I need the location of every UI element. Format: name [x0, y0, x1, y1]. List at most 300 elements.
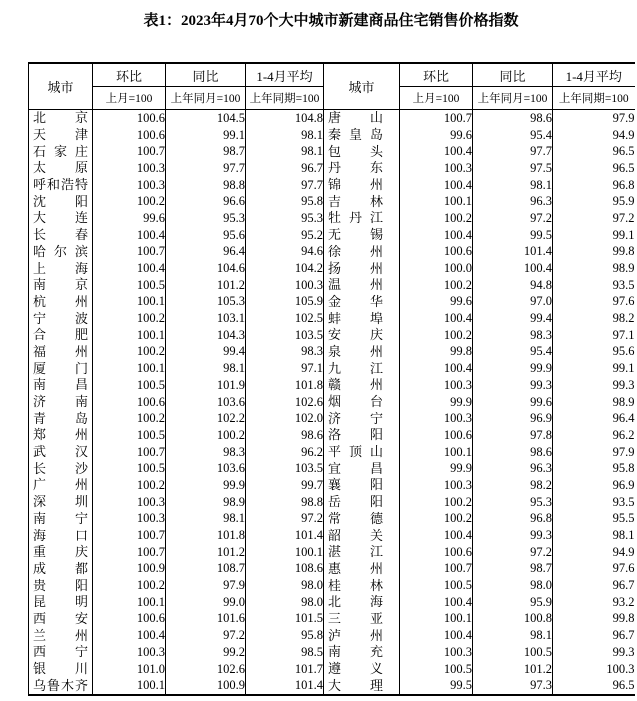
yoy-value-right: 98.2: [473, 477, 553, 494]
city-name-right: 济 宁: [324, 410, 400, 427]
yoy-value-right: 101.4: [473, 244, 553, 261]
column-header-city-right: 城市: [324, 63, 400, 110]
avg-value-right: 97.6: [553, 294, 635, 311]
avg-value-right: 99.8: [553, 611, 635, 628]
column-header-yoy-left: 同比: [166, 63, 246, 87]
yoy-value-right: 94.8: [473, 277, 553, 294]
table-row: [29, 611, 635, 628]
avg-value-left: 98.6: [246, 427, 324, 444]
yoy-value-right: 97.2: [473, 544, 553, 561]
table-row: [29, 561, 635, 578]
avg-value-left: 101.7: [246, 661, 324, 678]
mom-value-left: 100.2: [93, 577, 166, 594]
avg-value-left: 97.1: [246, 360, 324, 377]
mom-value-left: 100.5: [93, 377, 166, 394]
mom-value-right: 100.2: [400, 511, 473, 528]
city-name-left: 乌 鲁 木 齐: [29, 677, 93, 695]
yoy-value-left: 103.6: [166, 460, 246, 477]
yoy-value-left: 102.2: [166, 410, 246, 427]
avg-value-left: 96.7: [246, 160, 324, 177]
city-name-right: 常 德: [324, 511, 400, 528]
column-header-avg-left: 1-4月平均: [246, 63, 324, 87]
table-body: [29, 110, 635, 696]
city-name-left: 济 南: [29, 394, 93, 411]
table-row: [29, 193, 635, 210]
mom-value-right: 100.5: [400, 661, 473, 678]
avg-value-right: 99.3: [553, 377, 635, 394]
yoy-value-left: 101.6: [166, 611, 246, 628]
city-name-right: 无 锡: [324, 227, 400, 244]
avg-value-left: 101.5: [246, 611, 324, 628]
avg-value-left: 98.3: [246, 344, 324, 361]
column-header-mom-right: 环比: [400, 63, 473, 87]
yoy-value-left: 100.9: [166, 677, 246, 695]
mom-value-right: 100.4: [400, 594, 473, 611]
avg-value-right: 96.4: [553, 410, 635, 427]
mom-value-right: 99.8: [400, 344, 473, 361]
yoy-value-left: 102.6: [166, 661, 246, 678]
city-name-right: 温 州: [324, 277, 400, 294]
table-row: [29, 260, 635, 277]
avg-value-right: 96.7: [553, 627, 635, 644]
mom-value-right: 99.6: [400, 127, 473, 144]
avg-value-right: 96.2: [553, 427, 635, 444]
city-name-right: 襄 阳: [324, 477, 400, 494]
header-row-top: [29, 63, 635, 87]
column-subheader-mom-right: 上月=100: [400, 87, 473, 110]
table-row: [29, 344, 635, 361]
avg-value-right: 95.9: [553, 193, 635, 210]
city-name-left: 贵 阳: [29, 577, 93, 594]
yoy-value-right: 99.6: [473, 394, 553, 411]
table-row: [29, 177, 635, 194]
mom-value-right: 100.2: [400, 277, 473, 294]
column-header-mom-left: 环比: [93, 63, 166, 87]
mom-value-left: 100.6: [93, 611, 166, 628]
city-name-right: 岳 阳: [324, 494, 400, 511]
mom-value-left: 100.7: [93, 244, 166, 261]
yoy-value-right: 100.4: [473, 260, 553, 277]
yoy-value-right: 97.2: [473, 210, 553, 227]
city-name-left: 西 宁: [29, 644, 93, 661]
city-name-right: 泸 州: [324, 627, 400, 644]
mom-value-right: 100.2: [400, 327, 473, 344]
mom-value-left: 100.6: [93, 394, 166, 411]
city-name-right: 徐 州: [324, 244, 400, 261]
yoy-value-left: 104.5: [166, 110, 246, 127]
avg-value-right: 96.7: [553, 577, 635, 594]
city-name-left: 长 春: [29, 227, 93, 244]
yoy-value-left: 95.3: [166, 210, 246, 227]
mom-value-right: 100.4: [400, 177, 473, 194]
avg-value-right: 96.8: [553, 177, 635, 194]
city-name-right: 平 顶 山: [324, 444, 400, 461]
yoy-value-right: 98.6: [473, 110, 553, 127]
avg-value-left: 101.8: [246, 377, 324, 394]
yoy-value-left: 104.3: [166, 327, 246, 344]
avg-value-left: 97.2: [246, 511, 324, 528]
city-name-right: 锦 州: [324, 177, 400, 194]
city-name-left: 成 都: [29, 561, 93, 578]
city-name-right: 遵 义: [324, 661, 400, 678]
city-name-left: 南 宁: [29, 511, 93, 528]
mom-value-left: 100.5: [93, 460, 166, 477]
column-subheader-mom-left: 上月=100: [93, 87, 166, 110]
mom-value-left: 100.1: [93, 294, 166, 311]
table-row: [29, 327, 635, 344]
column-header-avg-right: 1-4月平均: [553, 63, 635, 87]
city-name-right: 九 江: [324, 360, 400, 377]
mom-value-right: 99.9: [400, 394, 473, 411]
avg-value-right: 100.3: [553, 661, 635, 678]
mom-value-left: 100.2: [93, 310, 166, 327]
avg-value-right: 93.5: [553, 277, 635, 294]
table-row: [29, 127, 635, 144]
table-row: [29, 360, 635, 377]
city-name-right: 蚌 埠: [324, 310, 400, 327]
city-name-right: 包 头: [324, 143, 400, 160]
city-name-left: 大 连: [29, 210, 93, 227]
avg-value-right: 96.5: [553, 160, 635, 177]
mom-value-right: 100.3: [400, 477, 473, 494]
city-name-right: 牡 丹 江: [324, 210, 400, 227]
city-name-left: 哈 尔 滨: [29, 244, 93, 261]
avg-value-right: 98.1: [553, 527, 635, 544]
mom-value-left: 100.7: [93, 544, 166, 561]
yoy-value-left: 101.8: [166, 527, 246, 544]
table-row: [29, 594, 635, 611]
city-name-left: 厦 门: [29, 360, 93, 377]
mom-value-right: 100.4: [400, 360, 473, 377]
mom-value-right: 100.6: [400, 427, 473, 444]
mom-value-left: 100.1: [93, 594, 166, 611]
table-row: [29, 460, 635, 477]
page-title: 表1：2023年4月70个大中城市新建商品住宅销售价格指数: [143, 13, 519, 29]
yoy-value-right: 95.3: [473, 494, 553, 511]
table-row: [29, 210, 635, 227]
mom-value-right: 100.7: [400, 561, 473, 578]
yoy-value-left: 97.7: [166, 160, 246, 177]
mom-value-right: 99.9: [400, 460, 473, 477]
yoy-value-left: 99.1: [166, 127, 246, 144]
city-name-right: 三 亚: [324, 611, 400, 628]
city-name-left: 天 津: [29, 127, 93, 144]
yoy-value-right: 98.3: [473, 327, 553, 344]
avg-value-left: 95.8: [246, 193, 324, 210]
yoy-value-right: 96.8: [473, 511, 553, 528]
mom-value-left: 100.1: [93, 360, 166, 377]
table-row: [29, 244, 635, 261]
mom-value-left: 99.6: [93, 210, 166, 227]
avg-value-left: 98.8: [246, 494, 324, 511]
table-row: [29, 511, 635, 528]
mom-value-right: 100.1: [400, 611, 473, 628]
table-row: [29, 294, 635, 311]
yoy-value-left: 101.9: [166, 377, 246, 394]
mom-value-left: 100.4: [93, 627, 166, 644]
city-name-left: 长 沙: [29, 460, 93, 477]
city-name-right: 惠 州: [324, 561, 400, 578]
avg-value-left: 96.2: [246, 444, 324, 461]
table-row: [29, 677, 635, 695]
city-name-left: 海 口: [29, 527, 93, 544]
yoy-value-right: 97.0: [473, 294, 553, 311]
avg-value-left: 102.0: [246, 410, 324, 427]
mom-value-left: 100.2: [93, 410, 166, 427]
mom-value-right: 100.3: [400, 377, 473, 394]
city-name-right: 秦 皇 岛: [324, 127, 400, 144]
city-name-left: 太 原: [29, 160, 93, 177]
avg-value-right: 98.2: [553, 310, 635, 327]
column-subheader-yoy-right: 上年同月=100: [473, 87, 553, 110]
yoy-value-right: 99.4: [473, 310, 553, 327]
yoy-value-right: 97.5: [473, 160, 553, 177]
city-name-right: 北 海: [324, 594, 400, 611]
city-name-right: 南 充: [324, 644, 400, 661]
yoy-value-right: 98.1: [473, 177, 553, 194]
city-name-left: 沈 阳: [29, 193, 93, 210]
avg-value-left: 98.1: [246, 143, 324, 160]
city-name-left: 重 庆: [29, 544, 93, 561]
avg-value-left: 104.2: [246, 260, 324, 277]
city-name-left: 北 京: [29, 110, 93, 127]
mom-value-left: 100.7: [93, 444, 166, 461]
avg-value-left: 103.5: [246, 460, 324, 477]
mom-value-left: 100.2: [93, 193, 166, 210]
avg-value-right: 97.9: [553, 444, 635, 461]
mom-value-right: 100.6: [400, 244, 473, 261]
city-name-right: 湛 江: [324, 544, 400, 561]
city-name-right: 吉 林: [324, 193, 400, 210]
mom-value-left: 100.2: [93, 477, 166, 494]
city-name-right: 唐 山: [324, 110, 400, 127]
mom-value-left: 100.3: [93, 177, 166, 194]
mom-value-right: 100.7: [400, 110, 473, 127]
yoy-value-right: 97.3: [473, 677, 553, 695]
yoy-value-right: 98.0: [473, 577, 553, 594]
avg-value-left: 94.6: [246, 244, 324, 261]
city-name-right: 洛 阳: [324, 427, 400, 444]
avg-value-left: 98.5: [246, 644, 324, 661]
table-row: [29, 477, 635, 494]
yoy-value-left: 101.2: [166, 544, 246, 561]
avg-value-left: 108.6: [246, 561, 324, 578]
avg-value-right: 98.9: [553, 260, 635, 277]
table-row: [29, 544, 635, 561]
yoy-value-left: 98.9: [166, 494, 246, 511]
city-name-left: 石 家 庄: [29, 143, 93, 160]
mom-value-left: 101.0: [93, 661, 166, 678]
yoy-value-left: 101.2: [166, 277, 246, 294]
yoy-value-right: 99.5: [473, 227, 553, 244]
mom-value-left: 100.4: [93, 260, 166, 277]
mom-value-right: 100.2: [400, 494, 473, 511]
yoy-value-left: 98.7: [166, 143, 246, 160]
mom-value-left: 100.2: [93, 344, 166, 361]
avg-value-left: 98.1: [246, 127, 324, 144]
city-name-left: 福 州: [29, 344, 93, 361]
mom-value-left: 100.3: [93, 511, 166, 528]
avg-value-left: 98.0: [246, 594, 324, 611]
yoy-value-left: 100.2: [166, 427, 246, 444]
yoy-value-left: 99.2: [166, 644, 246, 661]
yoy-value-right: 96.9: [473, 410, 553, 427]
yoy-value-left: 99.4: [166, 344, 246, 361]
table-row: [29, 310, 635, 327]
mom-value-right: 100.0: [400, 260, 473, 277]
table-row: [29, 394, 635, 411]
avg-value-right: 97.6: [553, 561, 635, 578]
avg-value-right: 96.5: [553, 677, 635, 695]
city-name-right: 宜 昌: [324, 460, 400, 477]
yoy-value-right: 100.5: [473, 644, 553, 661]
city-name-right: 安 庆: [324, 327, 400, 344]
yoy-value-left: 98.8: [166, 177, 246, 194]
yoy-value-right: 99.9: [473, 360, 553, 377]
city-name-left: 宁 波: [29, 310, 93, 327]
avg-value-left: 95.3: [246, 210, 324, 227]
city-name-right: 丹 东: [324, 160, 400, 177]
mom-value-left: 100.3: [93, 160, 166, 177]
yoy-value-left: 104.6: [166, 260, 246, 277]
avg-value-right: 94.9: [553, 544, 635, 561]
yoy-value-right: 95.9: [473, 594, 553, 611]
avg-value-right: 96.5: [553, 143, 635, 160]
mom-value-left: 100.7: [93, 527, 166, 544]
column-header-yoy-right: 同比: [473, 63, 553, 87]
table-row: [29, 410, 635, 427]
mom-value-left: 100.3: [93, 494, 166, 511]
yoy-value-left: 96.6: [166, 193, 246, 210]
yoy-value-right: 99.3: [473, 527, 553, 544]
yoy-value-right: 98.6: [473, 444, 553, 461]
city-name-left: 上 海: [29, 260, 93, 277]
city-name-left: 武 汉: [29, 444, 93, 461]
mom-value-right: 100.5: [400, 577, 473, 594]
yoy-value-right: 97.8: [473, 427, 553, 444]
avg-value-right: 95.5: [553, 511, 635, 528]
city-name-left: 南 昌: [29, 377, 93, 394]
yoy-value-left: 108.7: [166, 561, 246, 578]
mom-value-left: 100.5: [93, 427, 166, 444]
table-row: [29, 661, 635, 678]
city-name-right: 赣 州: [324, 377, 400, 394]
city-name-right: 大 理: [324, 677, 400, 695]
yoy-value-right: 97.7: [473, 143, 553, 160]
yoy-value-right: 95.4: [473, 344, 553, 361]
city-name-left: 杭 州: [29, 294, 93, 311]
avg-value-right: 93.5: [553, 494, 635, 511]
avg-value-left: 102.5: [246, 310, 324, 327]
table-row: [29, 494, 635, 511]
table-row: [29, 110, 635, 127]
avg-value-left: 95.8: [246, 627, 324, 644]
mom-value-right: 100.6: [400, 544, 473, 561]
avg-value-right: 95.8: [553, 460, 635, 477]
mom-value-right: 100.3: [400, 160, 473, 177]
table-row: [29, 427, 635, 444]
table-row: [29, 444, 635, 461]
city-name-right: 扬 州: [324, 260, 400, 277]
yoy-value-left: 103.6: [166, 394, 246, 411]
column-subheader-avg-left: 上年同期=100: [246, 87, 324, 110]
avg-value-left: 102.6: [246, 394, 324, 411]
mom-value-right: 99.5: [400, 677, 473, 695]
mom-value-right: 100.4: [400, 143, 473, 160]
avg-value-left: 105.9: [246, 294, 324, 311]
avg-value-left: 95.2: [246, 227, 324, 244]
city-name-left: 银 川: [29, 661, 93, 678]
yoy-value-right: 96.3: [473, 193, 553, 210]
avg-value-right: 99.8: [553, 244, 635, 261]
yoy-value-right: 99.3: [473, 377, 553, 394]
city-name-left: 南 京: [29, 277, 93, 294]
avg-value-left: 101.4: [246, 677, 324, 695]
mom-value-left: 100.6: [93, 110, 166, 127]
avg-value-right: 97.2: [553, 210, 635, 227]
city-name-left: 合 肥: [29, 327, 93, 344]
mom-value-left: 100.7: [93, 143, 166, 160]
table-row: [29, 527, 635, 544]
mom-value-right: 100.4: [400, 527, 473, 544]
table-row: [29, 277, 635, 294]
avg-value-left: 98.0: [246, 577, 324, 594]
yoy-value-left: 97.9: [166, 577, 246, 594]
avg-value-right: 93.2: [553, 594, 635, 611]
yoy-value-left: 98.1: [166, 511, 246, 528]
mom-value-right: 100.1: [400, 193, 473, 210]
table-row: [29, 143, 635, 160]
avg-value-left: 103.5: [246, 327, 324, 344]
avg-value-right: 98.9: [553, 394, 635, 411]
avg-value-right: 99.3: [553, 644, 635, 661]
table-row: [29, 644, 635, 661]
avg-value-left: 97.7: [246, 177, 324, 194]
city-name-left: 广 州: [29, 477, 93, 494]
yoy-value-right: 96.3: [473, 460, 553, 477]
yoy-value-left: 99.9: [166, 477, 246, 494]
avg-value-left: 99.7: [246, 477, 324, 494]
yoy-value-left: 98.1: [166, 360, 246, 377]
mom-value-right: 100.4: [400, 310, 473, 327]
yoy-value-right: 100.8: [473, 611, 553, 628]
avg-value-right: 95.6: [553, 344, 635, 361]
yoy-value-left: 95.6: [166, 227, 246, 244]
avg-value-left: 100.3: [246, 277, 324, 294]
city-name-right: 韶 关: [324, 527, 400, 544]
column-subheader-avg-right: 上年同期=100: [553, 87, 635, 110]
yoy-value-left: 103.1: [166, 310, 246, 327]
avg-value-right: 96.9: [553, 477, 635, 494]
city-name-right: 桂 林: [324, 577, 400, 594]
avg-value-right: 99.1: [553, 227, 635, 244]
table-row: [29, 160, 635, 177]
city-name-left: 郑 州: [29, 427, 93, 444]
mom-value-left: 100.9: [93, 561, 166, 578]
mom-value-right: 100.4: [400, 227, 473, 244]
city-name-right: 烟 台: [324, 394, 400, 411]
mom-value-right: 100.2: [400, 210, 473, 227]
yoy-value-left: 97.2: [166, 627, 246, 644]
mom-value-left: 100.1: [93, 677, 166, 695]
mom-value-left: 100.5: [93, 277, 166, 294]
city-name-left: 青 岛: [29, 410, 93, 427]
yoy-value-right: 95.4: [473, 127, 553, 144]
avg-value-left: 101.4: [246, 527, 324, 544]
table-row: [29, 577, 635, 594]
yoy-value-left: 105.3: [166, 294, 246, 311]
mom-value-left: 100.3: [93, 644, 166, 661]
